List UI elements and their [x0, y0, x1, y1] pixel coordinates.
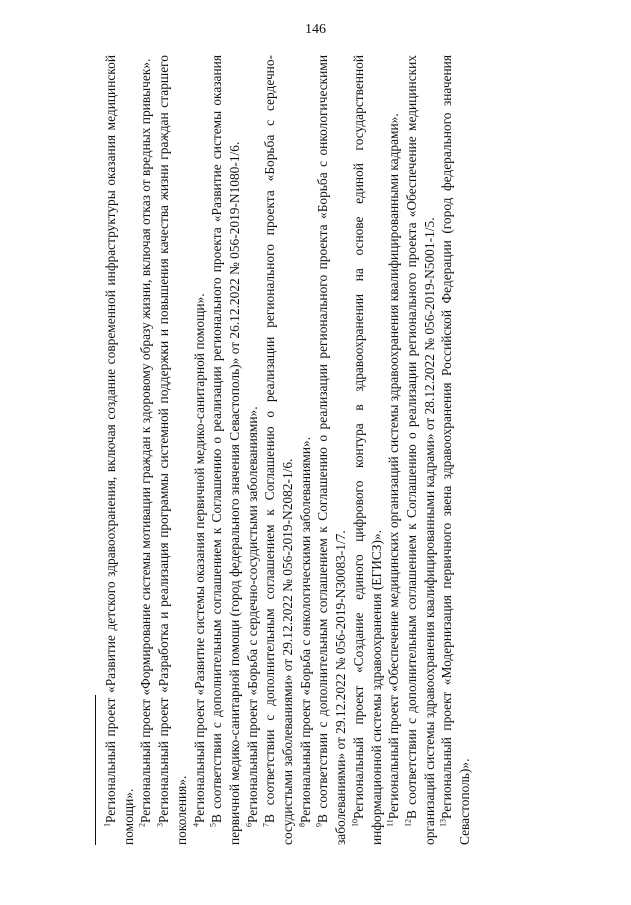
footnote-10	[350, 55, 385, 845]
footnote-text: Региональный проект «Разработка и реализация программы системной поддержки и повышения качества жизни граждан старшего поколения».	[156, 55, 189, 845]
footnote-marker: 9	[314, 823, 324, 827]
footnote-marker: 1	[102, 823, 112, 827]
footnotes-block	[95, 55, 555, 845]
footnote-text: В соответствии с дополнительным соглашением к Соглашению о реализации регионального проекта «Развитие системы оказания первичной медико-санитарной помощи (город федерального значения Севастополь)» от 26.12.2022 № 056-2019-N1080-1/6.	[209, 55, 242, 845]
page-number: 146	[305, 22, 326, 37]
footnote-marker: 7	[261, 823, 271, 827]
footnote-2	[137, 55, 155, 845]
footnote-marker: 4	[191, 823, 201, 827]
footnote-text: В соответствии с дополнительным соглашением к Соглашению о реализации регионального проекта «Борьба с сердечно-сосудистыми заболеваниями» от 29.12.2022 № 056-2019-N2082-1/6.	[262, 55, 296, 845]
footnote-separator	[95, 695, 96, 845]
footnote-text: Региональный проект «Модернизация первичного звена здравоохранения Российской Федерации (город федерального значения Севастополь)».	[439, 55, 473, 845]
footnote-5	[208, 55, 243, 845]
footnote-marker: 5	[208, 823, 218, 827]
footnote-12	[403, 55, 438, 845]
footnote-text: Региональный проект «Борьба с онкологическими заболеваниями».	[297, 436, 313, 823]
footnote-7	[261, 55, 296, 845]
footnote-text: Региональный проект «Развитие детского здравоохранения, включая создание современной инфраструктуры оказания медицинской помощи».	[103, 55, 136, 845]
footnote-9	[314, 55, 349, 845]
footnote-6	[244, 55, 262, 845]
footnote-marker: 2	[137, 823, 147, 827]
footnote-13	[438, 55, 473, 845]
footnote-marker: 3	[155, 823, 165, 827]
footnote-marker: 13	[438, 819, 448, 827]
footnote-1	[102, 55, 137, 845]
footnote-8	[297, 55, 315, 845]
footnote-marker: 10	[350, 819, 360, 827]
footnote-text: Региональный проект «Формирование системы мотивации граждан к здоровому образу жизни, включая отказ от вредных привычек».	[138, 58, 154, 823]
footnote-text: Региональный проект «Обеспечение медицинских организаций системы здравоохранения квалифицированными кадрами».	[386, 113, 402, 820]
footnote-marker: 8	[297, 823, 307, 827]
footnote-marker: 6	[244, 823, 254, 827]
footnote-marker: 12	[403, 819, 413, 827]
footnote-text: В соответствии с дополнительным соглашением к Соглашению о реализации регионального проекта «Обеспечение медицинских организаций системы здравоохранения квалифицированными кадрами» от 28.12.2022 № 056-2019-N5001-1/5.	[403, 55, 437, 845]
footnote-3	[155, 55, 190, 845]
footnote-text: Региональный проект «Развитие системы оказания первичной медико-санитарной помощи».	[191, 293, 207, 823]
footnote-marker: 11	[385, 819, 395, 827]
footnote-text: Региональный проект «Создание единого цифрового контура в здравоохранении на основе единой государственной информационной системы здравоохранения (ЕГИСЗ)».	[350, 55, 384, 845]
footnote-4	[191, 55, 209, 845]
footnote-text: В соответствии с дополнительным соглашением к Соглашению о реализации регионального проекта «Борьба с онкологическими заболеваниями» от 29.12.2022 № 056-2019-N30083-1/7.	[315, 55, 349, 845]
footnote-11	[385, 55, 403, 845]
footnote-text: Региональный проект «Борьба с сердечно-сосудистыми заболеваниями».	[244, 406, 260, 823]
